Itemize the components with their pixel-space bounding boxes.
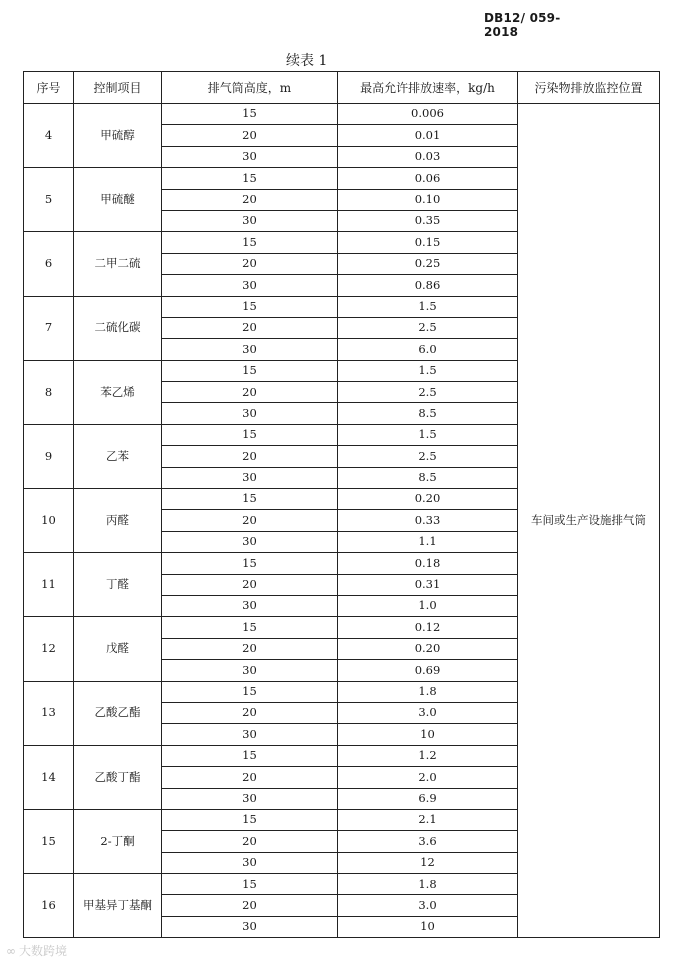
- header-seq: 序号: [24, 72, 74, 104]
- cell-control-item: 丁醛: [74, 553, 162, 617]
- cell-stack-height: 15: [162, 104, 338, 125]
- cell-max-rate: 0.01: [338, 125, 518, 146]
- cell-stack-height: 20: [162, 317, 338, 338]
- watermark-text: 大数跨境: [19, 944, 68, 958]
- cell-max-rate: 0.33: [338, 510, 518, 531]
- cell-control-item: 二硫化碳: [74, 296, 162, 360]
- cell-stack-height: 20: [162, 895, 338, 916]
- cell-stack-height: 30: [162, 146, 338, 167]
- cell-stack-height: 15: [162, 745, 338, 766]
- cell-control-item: 乙酸丁酯: [74, 745, 162, 809]
- cell-max-rate: 0.006: [338, 104, 518, 125]
- cell-stack-height: 15: [162, 874, 338, 895]
- cell-stack-height: 30: [162, 852, 338, 873]
- cell-monitor-location: 车间或生产设施排气筒: [518, 104, 660, 938]
- cell-stack-height: 15: [162, 681, 338, 702]
- cell-stack-height: 15: [162, 553, 338, 574]
- cell-max-rate: 0.10: [338, 189, 518, 210]
- cell-max-rate: 3.6: [338, 831, 518, 852]
- cell-max-rate: 2.1: [338, 809, 518, 830]
- table-caption: 续表 1: [286, 53, 328, 69]
- cell-stack-height: 20: [162, 510, 338, 531]
- cell-max-rate: 1.5: [338, 296, 518, 317]
- cell-max-rate: 1.2: [338, 745, 518, 766]
- table-body: [24, 104, 660, 938]
- cell-seq: 4: [24, 104, 74, 168]
- table-row: [24, 104, 660, 125]
- cell-max-rate: 10: [338, 916, 518, 937]
- cell-stack-height: 30: [162, 275, 338, 296]
- cell-seq: 10: [24, 489, 74, 553]
- cell-stack-height: 30: [162, 210, 338, 231]
- cell-stack-height: 30: [162, 403, 338, 424]
- cell-max-rate: 1.8: [338, 874, 518, 895]
- cell-control-item: 甲基异丁基酮: [74, 874, 162, 938]
- cell-max-rate: 3.0: [338, 702, 518, 723]
- document-code: DB12/ 059-2018: [484, 11, 561, 39]
- cell-max-rate: 2.5: [338, 446, 518, 467]
- cell-control-item: 丙醛: [74, 489, 162, 553]
- cell-stack-height: 20: [162, 831, 338, 852]
- cell-seq: 9: [24, 424, 74, 488]
- cell-stack-height: 15: [162, 809, 338, 830]
- cell-max-rate: 0.86: [338, 275, 518, 296]
- cell-stack-height: 15: [162, 489, 338, 510]
- cell-stack-height: 20: [162, 382, 338, 403]
- cell-stack-height: 20: [162, 253, 338, 274]
- header-item: 控制项目: [74, 72, 162, 104]
- cell-max-rate: 0.69: [338, 660, 518, 681]
- cell-stack-height: 20: [162, 189, 338, 210]
- cell-max-rate: 6.0: [338, 339, 518, 360]
- cell-stack-height: 30: [162, 467, 338, 488]
- cell-max-rate: 0.03: [338, 146, 518, 167]
- cell-seq: 11: [24, 553, 74, 617]
- header-max-rate: 最高允许排放速率，kg/h: [338, 72, 518, 104]
- cell-seq: 16: [24, 874, 74, 938]
- cell-stack-height: 15: [162, 168, 338, 189]
- cell-max-rate: 0.12: [338, 617, 518, 638]
- cell-control-item: 乙酸乙酯: [74, 681, 162, 745]
- cell-max-rate: 0.20: [338, 489, 518, 510]
- cell-stack-height: 15: [162, 296, 338, 317]
- cell-max-rate: 1.0: [338, 595, 518, 616]
- cell-max-rate: 0.25: [338, 253, 518, 274]
- cell-stack-height: 20: [162, 767, 338, 788]
- cell-max-rate: 0.35: [338, 210, 518, 231]
- cell-control-item: 戊醛: [74, 617, 162, 681]
- cell-stack-height: 15: [162, 617, 338, 638]
- cell-stack-height: 30: [162, 916, 338, 937]
- cell-stack-height: 20: [162, 446, 338, 467]
- cell-control-item: 2-丁酮: [74, 809, 162, 873]
- cell-seq: 13: [24, 681, 74, 745]
- cell-max-rate: 1.8: [338, 681, 518, 702]
- cell-max-rate: 6.9: [338, 788, 518, 809]
- cell-stack-height: 20: [162, 125, 338, 146]
- cell-stack-height: 15: [162, 232, 338, 253]
- cell-max-rate: 8.5: [338, 467, 518, 488]
- header-stack-height: 排气筒高度，m: [162, 72, 338, 104]
- cell-stack-height: 30: [162, 531, 338, 552]
- watermark: [6, 942, 67, 959]
- cell-max-rate: 1.5: [338, 360, 518, 381]
- cell-control-item: 甲硫醇: [74, 104, 162, 168]
- cell-stack-height: 30: [162, 660, 338, 681]
- cell-stack-height: 15: [162, 424, 338, 445]
- cell-max-rate: 10: [338, 724, 518, 745]
- cell-max-rate: 3.0: [338, 895, 518, 916]
- cell-stack-height: 30: [162, 724, 338, 745]
- cell-max-rate: 0.06: [338, 168, 518, 189]
- cell-seq: 7: [24, 296, 74, 360]
- cell-control-item: 甲硫醚: [74, 168, 162, 232]
- cell-max-rate: 2.5: [338, 382, 518, 403]
- cell-seq: 6: [24, 232, 74, 296]
- cell-seq: 14: [24, 745, 74, 809]
- cell-seq: 5: [24, 168, 74, 232]
- cell-stack-height: 20: [162, 702, 338, 723]
- cell-max-rate: 1.1: [338, 531, 518, 552]
- emission-limits-table: [23, 71, 660, 938]
- cell-seq: 15: [24, 809, 74, 873]
- cell-seq: 12: [24, 617, 74, 681]
- cell-stack-height: 30: [162, 595, 338, 616]
- cell-control-item: 苯乙烯: [74, 360, 162, 424]
- header-monitor-location: 污染物排放监控位置: [518, 72, 660, 104]
- cell-max-rate: 2.5: [338, 317, 518, 338]
- cell-max-rate: 1.5: [338, 424, 518, 445]
- cell-stack-height: 15: [162, 360, 338, 381]
- cell-control-item: 二甲二硫: [74, 232, 162, 296]
- cell-max-rate: 0.15: [338, 232, 518, 253]
- table-header-row: [24, 72, 660, 104]
- cell-max-rate: 0.31: [338, 574, 518, 595]
- cell-stack-height: 30: [162, 339, 338, 360]
- cell-control-item: 乙苯: [74, 424, 162, 488]
- cell-max-rate: 12: [338, 852, 518, 873]
- link-icon: ∞: [6, 944, 16, 958]
- cell-seq: 8: [24, 360, 74, 424]
- cell-max-rate: 0.18: [338, 553, 518, 574]
- cell-stack-height: 20: [162, 638, 338, 659]
- cell-stack-height: 20: [162, 574, 338, 595]
- cell-max-rate: 2.0: [338, 767, 518, 788]
- cell-max-rate: 0.20: [338, 638, 518, 659]
- cell-stack-height: 30: [162, 788, 338, 809]
- cell-max-rate: 8.5: [338, 403, 518, 424]
